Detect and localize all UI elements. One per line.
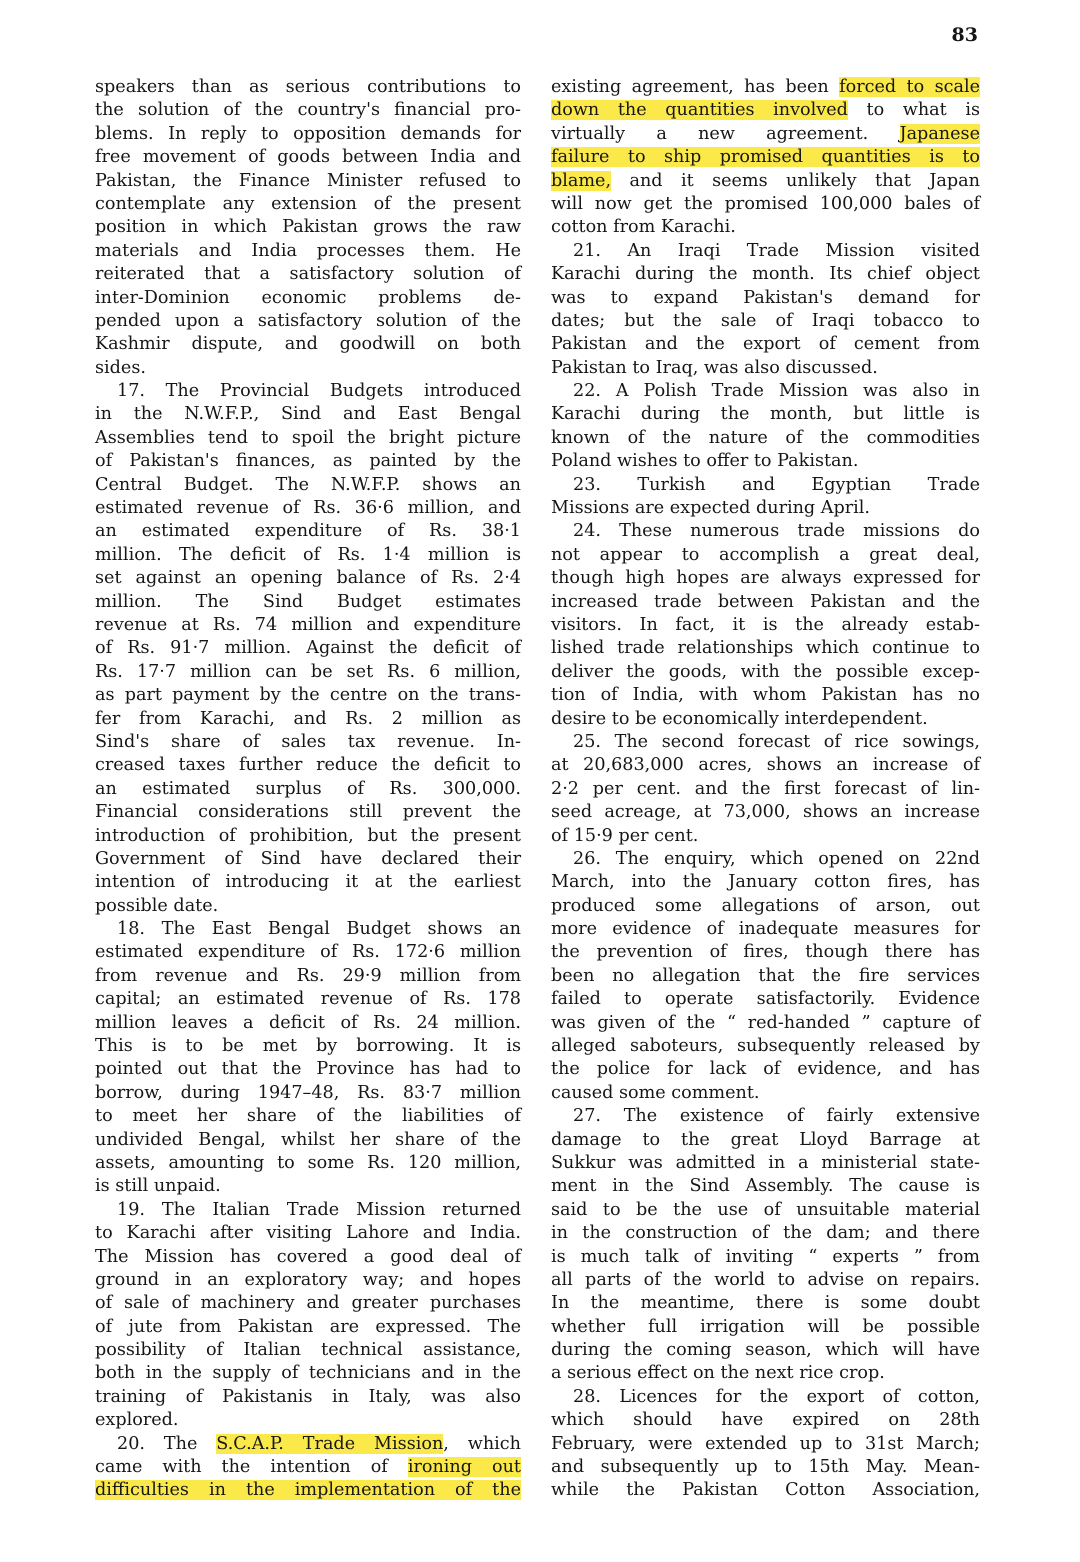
text-line: alleged saboteurs, subsequently released by bbox=[551, 1036, 980, 1057]
highlighted-text: blame, bbox=[551, 170, 612, 191]
text-line: in the N.W.F.P., Sind and East Bengal bbox=[95, 404, 521, 425]
paragraph-first-line: 24. These numerous trade missions do bbox=[573, 521, 980, 542]
text-line: ment in the Sind Assembly. The cause is bbox=[551, 1176, 980, 1197]
text-segment: virtually a new agreement. bbox=[551, 123, 900, 144]
text-line: training of Pakistanis in Italy, was also bbox=[95, 1386, 521, 1407]
highlighted-text: Japanese bbox=[899, 123, 980, 144]
text-line: all parts of the world to advise on repairs. bbox=[551, 1269, 980, 1290]
text-line: cotton from Karachi. bbox=[551, 217, 736, 238]
text-segment: came with the intention of bbox=[95, 1457, 408, 1478]
text-line: deliver the goods, with the possible excep- bbox=[551, 661, 980, 682]
paragraph-first-line: 27. The existence of fairly extensive bbox=[573, 1106, 980, 1127]
text-line bbox=[95, 1456, 521, 1479]
paragraph-first-line: 18. The East Bengal Budget shows an bbox=[117, 919, 521, 940]
text-segment: , which bbox=[443, 1433, 521, 1454]
text-line: seed acreage, at 73,000, shows an increase bbox=[551, 802, 980, 823]
text-line: materials and India processes them. He bbox=[95, 240, 521, 261]
text-line: Central Budget. The N.W.F.P. shows an bbox=[95, 474, 521, 495]
text-line: Pakistan and the export of cement from bbox=[551, 334, 980, 355]
text-line: the prevention of fires, though there has bbox=[551, 942, 980, 963]
text-line: of Rs. 91·7 million. Against the deficit of bbox=[95, 638, 521, 659]
paragraph-first-line: 25. The second forecast of rice sowings, bbox=[573, 731, 980, 752]
text-line: is still unpaid. bbox=[95, 1176, 221, 1197]
text-line: pended upon a satisfactory solution of the bbox=[95, 310, 521, 331]
paragraph-first-line: 21. An Iraqi Trade Mission visited bbox=[573, 240, 980, 261]
text-line: capital; an estimated revenue of Rs. 178 bbox=[95, 989, 521, 1010]
text-line: contemplate any extension of the present bbox=[95, 193, 521, 214]
highlighted-text: S.C.A.P. Trade Mission bbox=[216, 1433, 444, 1454]
right-column bbox=[551, 76, 980, 1503]
text-line: of sale of machinery and greater purchases bbox=[95, 1293, 521, 1314]
text-line: whether full irrigation will be possible bbox=[551, 1316, 980, 1337]
text-line: Kashmir dispute, and goodwill on both bbox=[95, 334, 521, 355]
text-line: the solution of the country's financial pro- bbox=[95, 100, 521, 121]
text-line: estimated expenditure of Rs. 172·6 million bbox=[95, 942, 521, 963]
paragraph-first-line bbox=[95, 1433, 521, 1456]
text-segment: existing agreement, has been bbox=[551, 77, 840, 97]
text-line: ground in an exploratory way; and hopes bbox=[95, 1269, 521, 1290]
text-line bbox=[551, 99, 980, 122]
text-line: introduction of prohibition, but the present bbox=[95, 825, 521, 846]
text-line: an estimated surplus of Rs. 300,000. bbox=[95, 778, 521, 799]
text-line: Pakistan to Iraq, was also discussed. bbox=[551, 357, 878, 378]
text-line: Pakistan, the Finance Minister refused to bbox=[95, 170, 521, 191]
text-line: damage to the great Lloyd Barrage at bbox=[551, 1129, 980, 1150]
text-line: while the Pakistan Cotton Association, bbox=[551, 1480, 980, 1501]
text-line: free movement of goods between India and bbox=[95, 147, 521, 168]
text-line bbox=[551, 146, 980, 169]
text-line: speakers than as serious contributions to bbox=[95, 77, 521, 97]
text-line: produced some allegations of arson, out bbox=[551, 895, 980, 916]
text-line: creased taxes further reduce the deficit to bbox=[95, 755, 521, 776]
text-line: which should have expired on 28th bbox=[551, 1410, 980, 1431]
text-line: possible date. bbox=[95, 895, 219, 916]
text-line: at 20,683,000 acres, shows an increase of bbox=[551, 755, 980, 776]
text-line: Poland wishes to offer to Pakistan. bbox=[551, 451, 859, 472]
text-line: more evidence of inadequate measures for bbox=[551, 919, 980, 940]
text-line: and subsequently up to 15th May. Mean- bbox=[551, 1457, 980, 1478]
text-line: Karachi during the month. Its chief object bbox=[551, 264, 980, 285]
text-line: Karachi during the month, but little is bbox=[551, 404, 980, 425]
text-line: undivided Bengal, whilst her share of the bbox=[95, 1129, 521, 1150]
text-line bbox=[95, 1479, 521, 1502]
text-line: not appear to accomplish a great deal, bbox=[551, 544, 980, 565]
highlighted-text: ironing out bbox=[407, 1457, 521, 1478]
text-line: dates; but the sale of Iraqi tobacco to bbox=[551, 310, 980, 331]
text-line: borrow, during 1947–48, Rs. 83·7 million bbox=[95, 1082, 521, 1103]
text-line: said to be the use of unsuitable material bbox=[551, 1199, 980, 1220]
text-line: estimated revenue of Rs. 36·6 million, and bbox=[95, 498, 521, 519]
text-line: 2·2 per cent. and the first forecast of lin- bbox=[551, 778, 980, 799]
text-line bbox=[551, 76, 980, 99]
text-line: was given of the “ red-handed ” capture of bbox=[551, 1012, 980, 1033]
highlighted-text: failure to ship promised quantities is to bbox=[551, 147, 980, 168]
text-line: Sukkur was admitted in a ministerial state- bbox=[551, 1152, 980, 1173]
text-line: assets, amounting to some Rs. 120 million, bbox=[95, 1152, 521, 1173]
text-line: visitors. In fact, it is the already estab- bbox=[551, 614, 980, 635]
text-line: though high hopes are always expressed for bbox=[551, 568, 980, 589]
text-line: failed to operate satisfactorily. Evidence bbox=[551, 989, 980, 1010]
text-line: pointed out that the Province has had to bbox=[95, 1059, 521, 1080]
highlighted-text: difficulties in the implementation of the bbox=[95, 1480, 521, 1501]
text-line: The Mission has covered a good deal of bbox=[95, 1246, 521, 1267]
paragraph-first-line: 17. The Provincial Budgets introduced bbox=[117, 381, 521, 402]
text-line: increased trade between Pakistan and the bbox=[551, 591, 980, 612]
text-line: Assemblies tend to spoil the bright picture bbox=[95, 427, 521, 448]
text-line: an estimated expenditure of Rs. 38·1 bbox=[95, 521, 521, 542]
text-line: possibility of Italian technical assistance, bbox=[95, 1340, 521, 1361]
text-line: Rs. 17·7 million can be set Rs. 6 million, bbox=[95, 661, 521, 682]
text-line: will now get the promised 100,000 bales of bbox=[551, 193, 980, 214]
text-line: from revenue and Rs. 29·9 million from bbox=[95, 965, 521, 986]
text-line: Missions are expected during April. bbox=[551, 498, 871, 519]
text-line: Sind's share of sales tax revenue. In- bbox=[95, 731, 521, 752]
text-line: of Pakistan's finances, as painted by the bbox=[95, 451, 521, 472]
text-line: February, were extended up to 31st March; bbox=[551, 1433, 980, 1454]
paragraph-first-line: 22. A Polish Trade Mission was also in bbox=[573, 381, 980, 402]
page-number: 83 bbox=[951, 24, 978, 46]
text-line: explored. bbox=[95, 1410, 179, 1431]
text-line: a serious effect on the next rice crop. bbox=[551, 1363, 885, 1384]
text-line: inter-Dominion economic problems de- bbox=[95, 287, 521, 308]
text-line: the police for lack of evidence, and has bbox=[551, 1059, 980, 1080]
text-line: set against an opening balance of Rs. 2·4 bbox=[95, 568, 521, 589]
text-line: of jute from Pakistan are expressed. The bbox=[95, 1316, 521, 1337]
paragraph-first-line: 26. The enquiry, which opened on 22nd bbox=[573, 848, 980, 869]
highlighted-text: down the quantities involved bbox=[551, 100, 848, 121]
text-line: sides. bbox=[95, 357, 146, 378]
text-line: during the coming season, which will have bbox=[551, 1340, 980, 1361]
text-line: reiterated that a satisfactory solution of bbox=[95, 264, 521, 285]
text-line: caused some comment. bbox=[551, 1082, 760, 1103]
left-column bbox=[95, 76, 521, 1503]
text-segment: and it seems unlikely that Japan bbox=[611, 170, 980, 191]
text-line: is much talk of inviting “ experts ” from bbox=[551, 1246, 980, 1267]
text-line: million leaves a deficit of Rs. 24 million. bbox=[95, 1012, 521, 1033]
text-line: of 15·9 per cent. bbox=[551, 825, 699, 846]
paragraph-first-line: 28. Licences for the export of cotton, bbox=[573, 1386, 980, 1407]
text-line: lished trade relationships which continue to bbox=[551, 638, 980, 659]
text-line: known of the nature of the commodities bbox=[551, 427, 980, 448]
text-line: to meet her share of the liabilities of bbox=[95, 1106, 521, 1127]
text-line bbox=[551, 170, 980, 193]
text-line: This is to be met by borrowing. It is bbox=[95, 1036, 521, 1057]
text-line: Financial considerations still prevent the bbox=[95, 802, 521, 823]
text-line: fer from Karachi, and Rs. 2 million as bbox=[95, 708, 521, 729]
text-line: desire to be economically interdependent. bbox=[551, 708, 928, 729]
text-line: million. The Sind Budget estimates bbox=[95, 591, 521, 612]
text-segment: to what is bbox=[847, 100, 980, 121]
text-line: blems. In reply to opposition demands for bbox=[95, 123, 521, 144]
text-line: to Karachi after visiting Lahore and India. bbox=[95, 1223, 521, 1244]
text-line: revenue at Rs. 74 million and expenditure bbox=[95, 614, 521, 635]
highlighted-text: forced to scale bbox=[839, 77, 980, 97]
text-line: position in which Pakistan grows the raw bbox=[95, 217, 521, 238]
text-line: tion of India, with whom Pakistan has no bbox=[551, 685, 980, 706]
text-line: was to expand Pakistan's demand for bbox=[551, 287, 980, 308]
paragraph-first-line: 19. The Italian Trade Mission returned bbox=[117, 1199, 521, 1220]
text-line: intention of introducing it at the earliest bbox=[95, 872, 521, 893]
paragraph-first-line: 23. Turkish and Egyptian Trade bbox=[573, 474, 980, 495]
text-line: both in the supply of technicians and in the bbox=[95, 1363, 521, 1384]
text-line bbox=[551, 123, 980, 146]
text-segment: 20. The bbox=[117, 1433, 217, 1454]
text-line: been no allegation that the fire services bbox=[551, 965, 980, 986]
text-line: Government of Sind have declared their bbox=[95, 848, 521, 869]
text-line: In the meantime, there is some doubt bbox=[551, 1293, 980, 1314]
text-line: million. The deficit of Rs. 1·4 million is bbox=[95, 544, 521, 565]
text-line: March, into the January cotton fires, has bbox=[551, 872, 980, 893]
text-line: in the construction of the dam; and there bbox=[551, 1223, 980, 1244]
text-line: as part payment by the centre on the trans- bbox=[95, 685, 521, 706]
